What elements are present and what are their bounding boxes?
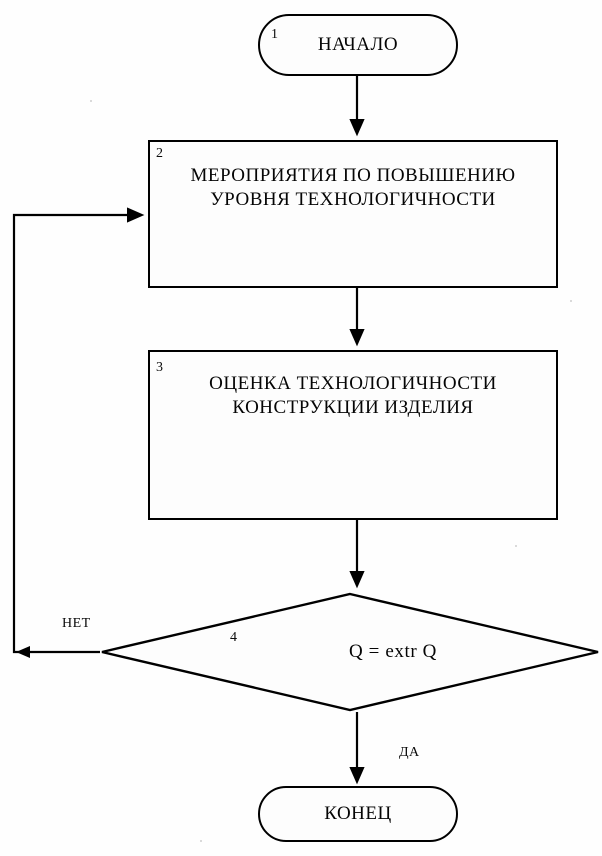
node-start-number: 1	[271, 27, 278, 42]
node-decision[interactable]	[100, 592, 600, 712]
node-measures-number: 2	[156, 146, 163, 161]
node-assessment-number: 3	[156, 360, 163, 375]
scan-speck	[200, 840, 202, 842]
edge-label-yes: ДА	[399, 745, 420, 760]
node-measures[interactable]	[148, 140, 558, 288]
edge-label-no: НЕТ	[62, 616, 91, 631]
scan-speck	[570, 300, 572, 302]
node-start[interactable]	[258, 14, 458, 76]
node-end[interactable]	[258, 786, 458, 842]
node-assessment-label: ОЦЕНКА ТЕХНОЛОГИЧНОСТИ КОНСТРУКЦИИ ИЗДЕЛИЯ	[209, 373, 497, 418]
node-decision-label: Q = extr Q	[349, 641, 437, 662]
node-decision-number: 4	[230, 630, 237, 645]
node-assessment[interactable]	[148, 350, 558, 520]
node-measures-label: МЕРОПРИЯТИЯ ПО ПОВЫШЕНИЮ УРОВНЯ ТЕХНОЛОГИЧНОСТИ	[190, 165, 516, 210]
node-end-label: КОНЕЦ	[324, 803, 392, 825]
node-start-label: НАЧАЛО	[317, 34, 399, 56]
scan-speck	[90, 100, 92, 102]
scan-speck	[515, 545, 517, 547]
